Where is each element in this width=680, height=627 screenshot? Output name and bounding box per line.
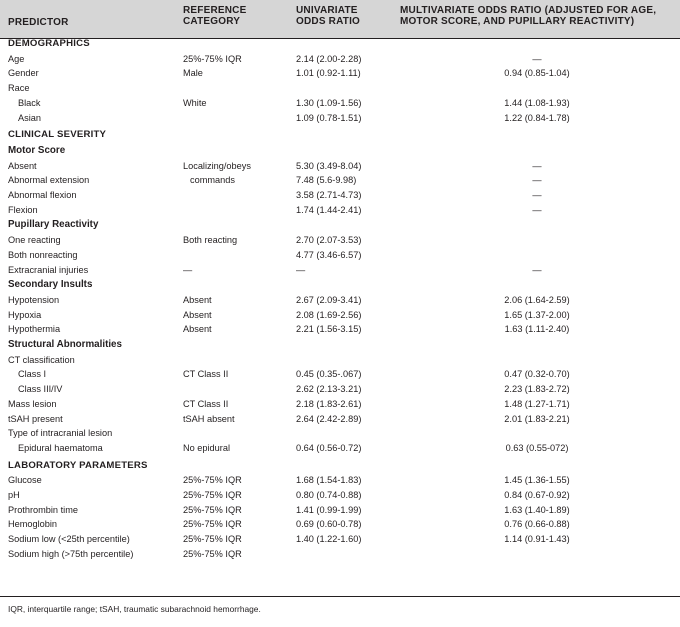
- header-multivariate-line1: MULTIVARIATE ODDS RATIO (ADJUSTED FOR AGE,: [400, 5, 657, 16]
- predictor-cell: Both nonreacting: [8, 249, 78, 260]
- table-row: [0, 412, 680, 426]
- univariate-cell: 2.18 (1.83-2.61): [296, 398, 362, 409]
- subsection-heading: [0, 218, 680, 232]
- univariate-cell: 0.64 (0.56-0.72): [296, 442, 362, 453]
- table-row: [0, 503, 680, 517]
- predictor-cell: Flexion: [8, 204, 38, 215]
- reference-cell: commands: [190, 175, 235, 186]
- table-row: [0, 441, 680, 455]
- univariate-cell: 1.09 (0.78-1.51): [296, 112, 362, 123]
- reference-cell: No epidural: [183, 442, 230, 453]
- table-row: [0, 111, 680, 125]
- multivariate-cell: —: [532, 264, 542, 275]
- reference-cell: Male: [183, 68, 203, 79]
- univariate-cell: 2.21 (1.56-3.15): [296, 324, 362, 335]
- univariate-cell: 3.58 (2.71-4.73): [296, 190, 362, 200]
- univariate-cell: —: [296, 264, 306, 275]
- univariate-cell: 2.67 (2.09-3.41): [296, 294, 362, 305]
- univariate-cell: 0.45 (0.35-.067): [296, 369, 362, 380]
- header-multivariate: [400, 5, 656, 27]
- reference-cell: 25%-75% IQR: [183, 534, 242, 545]
- predictor-cell: Abnormal flexion: [8, 190, 77, 200]
- table-row: [0, 308, 680, 322]
- multivariate-cell: —: [532, 175, 542, 186]
- section-label: CLINICAL SEVERITY: [8, 129, 107, 141]
- univariate-cell: 2.14 (2.00-2.28): [296, 53, 362, 64]
- predictor-cell: Abnormal extension: [8, 175, 90, 186]
- predictor-cell: Prothrombin time: [8, 504, 78, 515]
- multivariate-cell: —: [532, 160, 542, 171]
- multivariate-cell: 1.45 (1.36-1.55): [504, 475, 570, 486]
- univariate-cell: 1.30 (1.09-1.56): [296, 97, 362, 108]
- table-row: [0, 52, 680, 66]
- reference-cell: Absent: [183, 309, 212, 320]
- univariate-cell: 2.08 (1.69-2.56): [296, 309, 362, 320]
- reference-cell: CT Class II: [183, 369, 229, 380]
- multivariate-cell: 0.63 (0.55-072): [505, 442, 569, 453]
- header-multivariate-line2: MOTOR SCORE, AND PUPILLARY REACTIVITY): [400, 16, 635, 27]
- subsection-heading: [0, 338, 680, 352]
- multivariate-cell: 0.47 (0.32-0.70): [504, 369, 570, 380]
- multivariate-cell: 1.65 (1.37-2.00): [504, 309, 570, 320]
- table-header: [0, 0, 680, 38]
- univariate-cell: 2.64 (2.42-2.89): [296, 413, 362, 424]
- table-row: [0, 426, 680, 440]
- univariate-cell: 0.69 (0.60-0.78): [296, 519, 362, 530]
- univariate-cell: 5.30 (3.49-8.04): [296, 160, 362, 171]
- subsection-label: Motor Score: [8, 144, 66, 156]
- predictor-cell: Gender: [8, 68, 39, 79]
- predictor-cell: Hypothermia: [8, 324, 61, 335]
- table-row: [0, 353, 680, 367]
- header-univariate-line2: ODDS RATIO: [296, 16, 361, 27]
- predictor-cell: Absent: [8, 160, 37, 171]
- predictor-cell: One reacting: [8, 235, 61, 246]
- reference-cell: Localizing/obeys: [183, 160, 251, 171]
- multivariate-cell: —: [532, 53, 542, 64]
- table-row: [0, 532, 680, 546]
- multivariate-cell: —: [532, 204, 542, 215]
- predictor-cell: Race: [8, 83, 30, 94]
- subsection-label: Pupillary Reactivity: [8, 219, 99, 231]
- section-label: DEMOGRAPHICS: [8, 38, 90, 49]
- predictor-cell: Sodium high (>75th percentile): [8, 548, 134, 559]
- table-row: [0, 188, 680, 202]
- multivariate-cell: 0.94 (0.85-1.04): [504, 68, 570, 79]
- table-row: [0, 173, 680, 187]
- univariate-cell: 1.40 (1.22-1.60): [296, 534, 362, 545]
- header-reference-line1: REFERENCE: [183, 5, 247, 16]
- footnote: IQR, interquartile range; tSAH, traumatic subarachnoid hemorrhage.: [8, 604, 261, 614]
- univariate-cell: 1.41 (0.99-1.99): [296, 504, 362, 515]
- header-reference-category: [183, 5, 246, 27]
- reference-cell: tSAH absent: [183, 413, 235, 424]
- predictor-cell: Hypoxia: [8, 309, 42, 320]
- subsection-label: Structural Abnormalities: [8, 339, 122, 350]
- multivariate-cell: —: [532, 190, 542, 200]
- univariate-cell: 0.80 (0.74-0.88): [296, 490, 362, 500]
- multivariate-cell: 1.48 (1.27-1.71): [504, 398, 570, 409]
- predictor-cell: Glucose: [8, 475, 42, 486]
- multivariate-cell: 1.44 (1.08-1.93): [504, 97, 570, 108]
- univariate-cell: 1.68 (1.54-1.83): [296, 475, 362, 486]
- reference-cell: 25%-75% IQR: [183, 504, 242, 515]
- multivariate-cell: 1.14 (0.91-1.43): [504, 534, 570, 545]
- table-row: [0, 293, 680, 307]
- table-row: [0, 473, 680, 487]
- predictor-cell: Hypotension: [8, 294, 60, 305]
- predictor-cell: tSAH present: [8, 413, 63, 424]
- univariate-cell: 2.62 (2.13-3.21): [296, 384, 362, 395]
- table-row: [0, 517, 680, 531]
- univariate-cell: 1.74 (1.44-2.41): [296, 204, 362, 215]
- header-univariate: [296, 5, 360, 27]
- table-row: [0, 263, 680, 277]
- header-reference-line2: CATEGORY: [183, 16, 241, 27]
- multivariate-cell: 2.01 (1.83-2.21): [504, 413, 570, 424]
- predictor-cell: Sodium low (<25th percentile): [8, 534, 130, 545]
- multivariate-cell: 1.22 (0.84-1.78): [504, 112, 570, 123]
- reference-cell: 25%-75% IQR: [183, 519, 242, 530]
- table-row: [0, 159, 680, 173]
- table-row: [0, 488, 680, 502]
- table-row: [0, 322, 680, 336]
- reference-cell: —: [183, 264, 193, 275]
- section-heading: [0, 128, 680, 142]
- multivariate-cell: 1.63 (1.11-2.40): [504, 324, 570, 335]
- reference-cell: White: [183, 97, 207, 108]
- section-heading: [0, 459, 680, 473]
- predictor-cell: CT classification: [8, 354, 75, 365]
- predictor-cell: Mass lesion: [8, 398, 57, 409]
- univariate-cell: 2.70 (2.07-3.53): [296, 235, 362, 246]
- table-row: [0, 367, 680, 381]
- reference-cell: Both reacting: [183, 235, 238, 246]
- section-heading: [0, 37, 680, 51]
- univariate-cell: 4.77 (3.46-6.57): [296, 249, 362, 260]
- multivariate-cell: 0.84 (0.67-0.92): [504, 490, 570, 500]
- predictor-cell: Black: [18, 97, 41, 108]
- subsection-heading: [0, 144, 680, 158]
- table-row: [0, 397, 680, 411]
- predictor-cell: Type of intracranial lesion: [8, 428, 113, 439]
- header-univariate-line1: UNIVARIATE: [296, 5, 358, 16]
- multivariate-cell: 2.23 (1.83-2.72): [504, 384, 570, 395]
- table-row: [0, 382, 680, 396]
- reference-cell: 25%-75% IQR: [183, 475, 242, 486]
- multivariate-cell: 2.06 (1.64-2.59): [504, 294, 570, 305]
- predictor-cell: Extracranial injuries: [8, 264, 89, 275]
- reference-cell: CT Class II: [183, 398, 229, 409]
- multivariate-cell: 0.76 (0.66-0.88): [504, 519, 570, 530]
- table-row: [0, 81, 680, 95]
- footer-rule: [0, 596, 680, 597]
- predictor-cell: Class III/IV: [18, 384, 63, 395]
- predictor-cell: Hemoglobin: [8, 519, 58, 530]
- univariate-cell: 7.48 (5.6-9.98): [296, 175, 357, 186]
- table-row: [0, 547, 680, 561]
- reference-cell: 25%-75% IQR: [183, 490, 242, 500]
- predictor-cell: Class I: [18, 369, 47, 380]
- predictor-cell: Age: [8, 53, 25, 64]
- reference-cell: 25%-75% IQR: [183, 548, 242, 559]
- section-label: LABORATORY PARAMETERS: [8, 459, 148, 471]
- header-predictor: PREDICTOR: [8, 17, 69, 28]
- table-row: [0, 248, 680, 262]
- predictor-cell: pH: [8, 490, 20, 500]
- subsection-heading: [0, 278, 680, 292]
- table-row: [0, 66, 680, 80]
- multivariate-cell: 1.63 (1.40-1.89): [504, 504, 570, 515]
- reference-cell: Absent: [183, 324, 212, 335]
- table-row: [0, 233, 680, 247]
- subsection-label: Secondary Insults: [8, 279, 93, 291]
- reference-cell: Absent: [183, 294, 212, 305]
- univariate-cell: 1.01 (0.92-1.11): [296, 68, 361, 79]
- table-row: [0, 203, 680, 217]
- predictor-cell: Asian: [18, 112, 41, 123]
- reference-cell: 25%-75% IQR: [183, 53, 242, 64]
- table-row: [0, 96, 680, 110]
- predictor-cell: Epidural haematoma: [18, 442, 103, 453]
